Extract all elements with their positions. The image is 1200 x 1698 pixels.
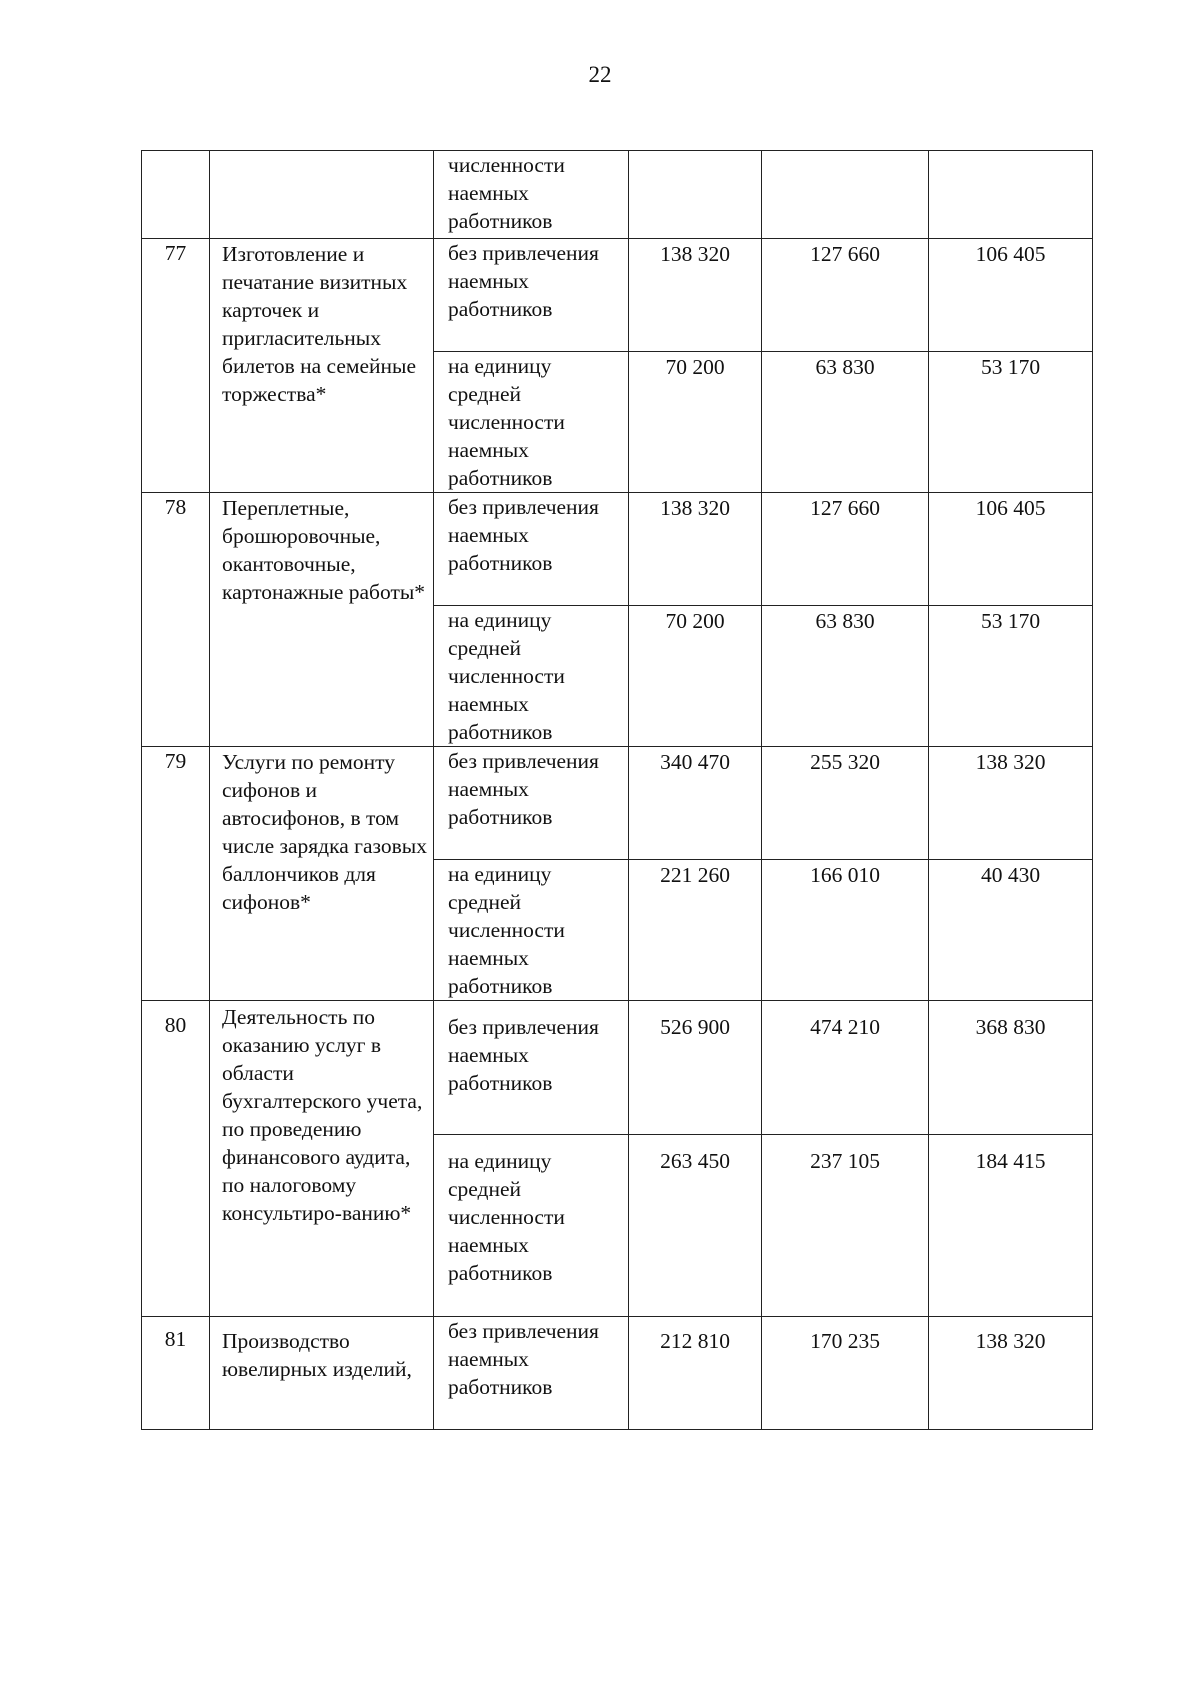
condition-cell: на единицу средней численности наемных работников — [434, 860, 629, 1001]
value-cell: 263 450 — [629, 1135, 762, 1317]
value-cell: 106 405 — [929, 239, 1093, 352]
value-cell: 212 810 — [629, 1317, 762, 1430]
table-row-80 — [142, 1001, 1093, 1135]
value-cell: 184 415 — [929, 1135, 1093, 1317]
value-cell — [629, 151, 762, 239]
value-cell: 70 200 — [629, 352, 762, 493]
value-cell: 127 660 — [762, 493, 929, 606]
value-cell: 53 170 — [929, 352, 1093, 493]
condition-cell: без привлечения наемных работников — [434, 1317, 629, 1430]
activity-name: Переплетные, брошюровочные, окантовочные, картонажные работы* — [210, 493, 434, 747]
value-cell: 170 235 — [762, 1317, 929, 1430]
page-number: 22 — [588, 62, 612, 87]
value-cell: 255 320 — [762, 747, 929, 860]
activity-name: Услуги по ремонту сифонов и автосифонов, в том числе зарядка газовых баллончиков для сифонов* — [210, 747, 434, 1001]
activity-name: Изготовление и печатание визитных карточек и пригласительных билетов на семейные торжества* — [210, 239, 434, 493]
value-cell: 127 660 — [762, 239, 929, 352]
value-cell: 63 830 — [762, 606, 929, 747]
condition-cell: на единицу средней численности наемных работников — [434, 606, 629, 747]
value-cell: 138 320 — [629, 493, 762, 606]
table-row-continuation — [142, 151, 1093, 239]
value-cell: 40 430 — [929, 860, 1093, 1001]
value-cell: 166 010 — [762, 860, 929, 1001]
activity-name: Деятельность по оказанию услуг в области бухгалтерского учета, по проведению финансового аудита, по налоговому консультиро-ванию* — [210, 1001, 434, 1317]
value-cell: 63 830 — [762, 352, 929, 493]
value-cell: 53 170 — [929, 606, 1093, 747]
condition-cell: без привлечения наемных работников — [434, 493, 629, 606]
value-cell — [929, 151, 1093, 239]
row-number: 77 — [142, 239, 210, 493]
row-number: 79 — [142, 747, 210, 1001]
tariff-table — [141, 150, 1093, 1430]
activity-name: Производство ювелирных изделий, — [210, 1317, 434, 1430]
condition-cell: численности наемных работников — [434, 151, 629, 239]
value-cell: 138 320 — [929, 747, 1093, 860]
row-number: 80 — [142, 1001, 210, 1317]
table-row-78 — [142, 493, 1093, 606]
row-number: 78 — [142, 493, 210, 747]
value-cell: 474 210 — [762, 1001, 929, 1135]
value-cell: 70 200 — [629, 606, 762, 747]
name-cell — [210, 151, 434, 239]
value-cell: 368 830 — [929, 1001, 1093, 1135]
condition-cell: без привлечения наемных работников — [434, 747, 629, 860]
value-cell: 138 320 — [929, 1317, 1093, 1430]
condition-cell: без привлечения наемных работников — [434, 239, 629, 352]
row-number: 81 — [142, 1317, 210, 1430]
value-cell — [762, 151, 929, 239]
value-cell: 340 470 — [629, 747, 762, 860]
table-row-79 — [142, 747, 1093, 860]
condition-cell: на единицу средней численности наемных работников — [434, 1135, 629, 1317]
value-cell: 526 900 — [629, 1001, 762, 1135]
table-row-81 — [142, 1317, 1093, 1430]
value-cell: 221 260 — [629, 860, 762, 1001]
table-row-77 — [142, 239, 1093, 352]
num-cell — [142, 151, 210, 239]
value-cell: 106 405 — [929, 493, 1093, 606]
condition-cell: на единицу средней численности наемных работников — [434, 352, 629, 493]
condition-cell: без привлечения наемных работников — [434, 1001, 629, 1135]
value-cell: 138 320 — [629, 239, 762, 352]
value-cell: 237 105 — [762, 1135, 929, 1317]
